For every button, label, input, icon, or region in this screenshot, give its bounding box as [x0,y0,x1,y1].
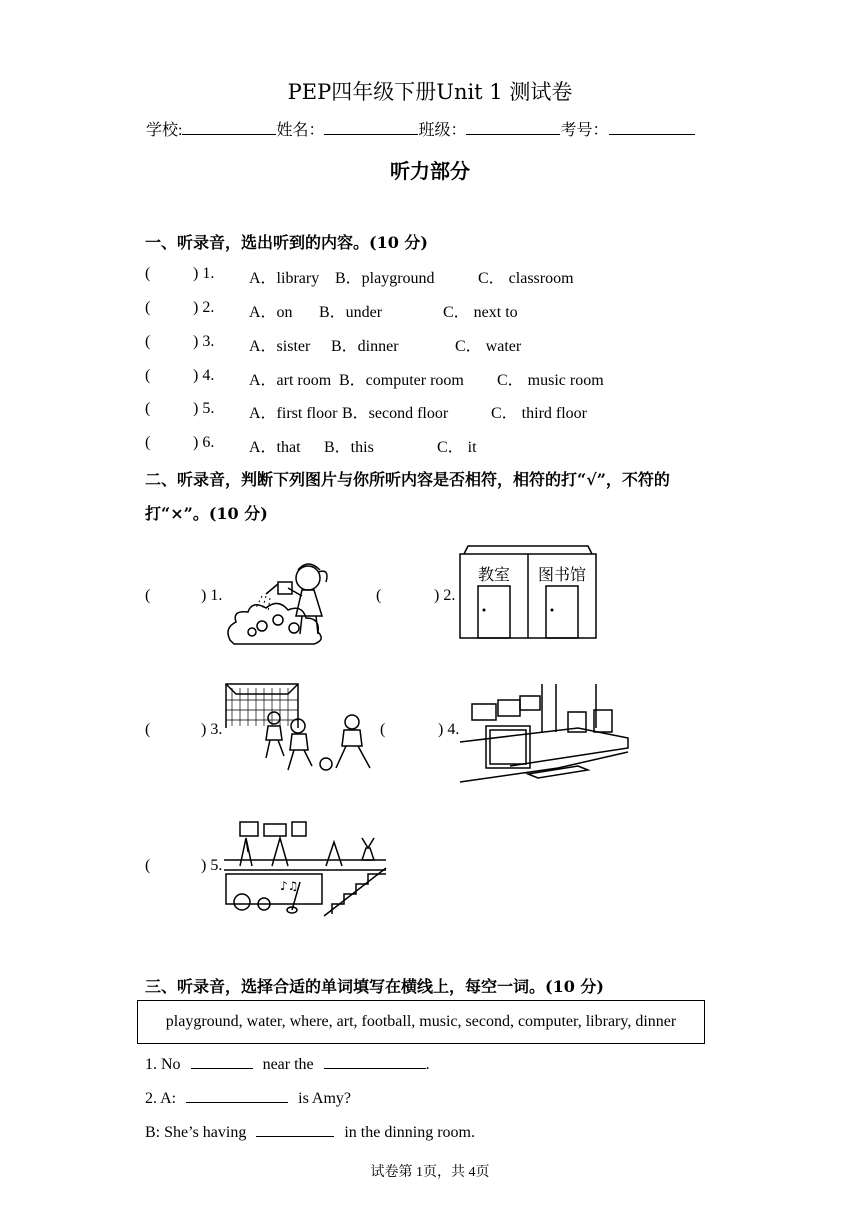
section2-heading-line2: 打“×”。(10 分) [145,504,268,523]
word-bank-text: playground, water, where, art, football, music, second, computer, library, dinner [165,1013,677,1030]
page-title: PEP四年级下册Unit 1 测试卷 [287,80,573,104]
s1-question-1: ( ) 1. A．library B．playground C． classroom [145,265,574,287]
girl-watering-flowers-image [222,548,342,648]
name-label: 姓名： [276,122,325,139]
s3-question-2: 2. A: is Amy? [145,1090,352,1107]
s3-q3-blank[interactable] [256,1124,334,1137]
student-info-line [146,117,695,140]
classroom-library-doors-image [458,544,598,640]
section-subtitle: 听力部分 [390,159,470,183]
exam-number-blank [609,120,695,135]
s1-question-2: ( ) 2. A．on B．under C． next to [145,299,518,321]
word-bank-box [137,1000,705,1044]
name-blank [324,120,418,135]
s3-q2-blank[interactable] [186,1090,288,1103]
s3-q1-blank-2[interactable] [324,1056,426,1069]
s3-q1-blank-1[interactable] [191,1056,253,1069]
s1-question-3: ( ) 3. A．sister B．dinner C． water [145,333,522,355]
exam-number-label: 考号： [560,122,609,139]
s2-item-4-label: ( ) 4. [380,721,460,738]
page-footer: 试卷第 1页，共 4页 [370,1165,490,1180]
art-music-room-image [222,818,390,918]
svg-text:♪♫: ♪♫ [280,879,299,893]
class-blank [466,120,560,135]
s1-question-5: ( ) 5. A．first floor B．second floor C． third floor [145,400,587,422]
computer-room-image [458,682,630,788]
boys-playing-football-image [222,680,382,776]
section1-heading: 一、听录音，选出听到的内容。(10 分) [145,233,428,252]
s3-question-1: 1. No near the . [145,1056,430,1073]
section2-heading-line1: 二、听录音，判断下列图片与你所听内容是否相符，相符的打“√”，不符的 [145,470,670,489]
section3-heading: 三、听录音，选择合适的单词填写在横线上，每空一词。(10 分) [145,977,604,996]
s1-question-6: ( ) 6. A．that B．this C． it [145,434,477,456]
class-label: 班级： [418,122,467,139]
school-blank [182,120,276,135]
school-label: 学校: [146,122,183,139]
s2-item-2-label: ( ) 2. [376,587,456,604]
library-sign: 图书馆 [537,565,587,584]
s1-question-4: ( ) 4. A．art room B．computer room C． music room [145,367,604,389]
s2-item-1-label: ( ) 1. [145,587,223,604]
s3-question-2-reply: B: She’s having in the dinning room. [145,1124,475,1141]
s2-item-3-label: ( ) 3. [145,721,223,738]
s2-item-5-label: ( ) 5. [145,857,223,874]
classroom-sign: 教室 [477,565,511,584]
